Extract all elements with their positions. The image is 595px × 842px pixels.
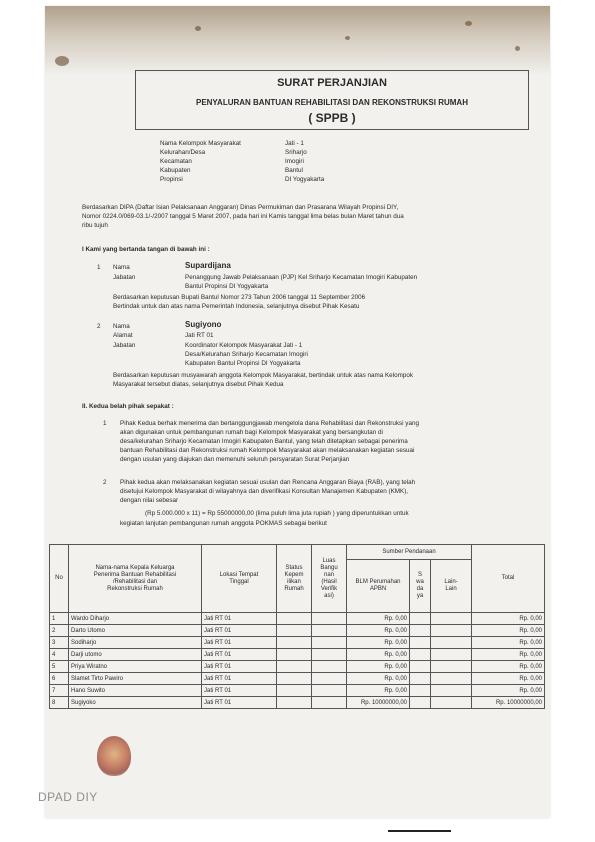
identity-label: Nama Kelompok Masyarakat <box>160 140 241 147</box>
identity-label: Kabupaten <box>160 167 191 174</box>
intro-line: Berdasarkan DIPA (Daftar Isian Pelaksanaan Anggaran) Dinas Permukiman dan Prasarana Wilayah Propinsi DIY, <box>82 204 399 211</box>
intro-line: Nomor 0224.0/069-03.1/-/2007 tanggal 5 Maret 2007, pada hari ini Kamis tanggal lima belas bulan Maret tahun dua <box>82 213 404 220</box>
cell-no: 5 <box>50 661 69 673</box>
document-subtitle: PENYALURAN BANTUAN REHABILITASI DAN REKONSTRUKSI RUMAH <box>195 98 468 107</box>
intro-line: ribu tujuh <box>82 222 108 229</box>
cell-total: Rp. 0,00 <box>472 673 545 685</box>
header-line: (Hasil <box>321 578 337 585</box>
point-1-line: dengan usulan yang diajukan dan memenuhi seluruh persyaratan Surat Perjanjian <box>120 456 350 463</box>
identity-label: Propinsi <box>160 176 183 183</box>
header-line: ya <box>416 593 424 599</box>
beneficiary-table <box>49 544 545 709</box>
cell-lain <box>431 661 472 673</box>
header-line: Bangu <box>320 564 338 571</box>
cell-no: 4 <box>50 649 69 661</box>
cell-nama: Darji utomo <box>69 649 202 661</box>
cell-status <box>277 649 312 661</box>
header-line: /Rehabilitasi dan <box>112 578 158 585</box>
header-line: Luas <box>322 557 336 564</box>
cell-blm: Rp. 0,00 <box>347 649 410 661</box>
party-2-name: Sugiyono <box>185 320 222 329</box>
stain-spot <box>465 21 472 26</box>
party-1-name: Supardijana <box>185 261 231 270</box>
cell-total: Rp. 10000000,00 <box>472 697 545 709</box>
cell-lokasi: Jati RT 01 <box>202 649 277 661</box>
document-code: ( SPPB ) <box>308 111 356 125</box>
cell-lokasi: Jati RT 01 <box>202 685 277 697</box>
cell-nama: Darto Utomo <box>69 625 202 637</box>
point-2-line: dengan nilai sebesar <box>120 497 179 504</box>
cell-status <box>277 625 312 637</box>
header-line: S <box>417 572 422 578</box>
table-row <box>50 637 545 649</box>
cell-status <box>277 613 312 625</box>
header-line: Nama-nama Kepala Keluarga <box>95 564 175 571</box>
header-line: ilikan <box>287 578 301 585</box>
cell-swadaya <box>410 661 431 673</box>
amount-line: (Rp 5.000.000 x 11) = Rp 55000000,00 (lima puluh lima juta rupiah ) yang diperuntukkan untuk <box>145 510 409 517</box>
cell-total: Rp. 0,00 <box>472 661 545 673</box>
cell-lokasi: Jati RT 01 <box>202 697 277 709</box>
header-line: Tinggal <box>229 578 249 585</box>
cell-swadaya <box>410 613 431 625</box>
cell-lokasi: Jati RT 01 <box>202 625 277 637</box>
cell-luas <box>312 625 347 637</box>
official-seal <box>97 736 131 776</box>
col-nama <box>69 545 202 613</box>
stain-spot <box>55 56 69 66</box>
header-line: Status <box>285 564 303 571</box>
identity-label: Kecamatan <box>160 158 192 165</box>
header-line: da <box>416 586 424 592</box>
cell-total: Rp. 0,00 <box>472 613 545 625</box>
paper-stain <box>45 6 550 76</box>
party-2-basis: Berdasarkan keputusan musyawarah anggota Kelompok Masyarakat, bertindak untuk atas nama Kelompok <box>113 372 413 379</box>
cell-status <box>277 685 312 697</box>
col-luas <box>312 545 347 613</box>
col-swadaya <box>410 560 431 613</box>
party-2-basis: Masyarakat tersebut diatas, selanjutnya disebut Pihak Kedua <box>113 381 284 388</box>
cell-blm: Rp. 0,00 <box>347 685 410 697</box>
stain-spot <box>345 36 350 40</box>
cell-total: Rp. 0,00 <box>472 625 545 637</box>
cell-no: 1 <box>50 613 69 625</box>
cell-blm: Rp. 10000000,00 <box>347 697 410 709</box>
cell-nama: Sugiyoko <box>69 697 202 709</box>
header-line: Rekonstruksi Rumah <box>107 585 163 592</box>
amount-continuation: kegiatan lanjutan pembangunan rumah anggota POKMAS sebagai berikut <box>120 520 327 527</box>
party-1-job: Bantul Propinsi DI Yogyakarta <box>185 283 269 290</box>
cell-nama: Sodiharjo <box>69 637 202 649</box>
cell-blm: Rp. 0,00 <box>347 637 410 649</box>
cell-nama: Wardo Diharjo <box>69 613 202 625</box>
cell-lain <box>431 637 472 649</box>
col-blm <box>347 560 410 613</box>
cell-lokasi: Jati RT 01 <box>202 673 277 685</box>
cell-lain <box>431 697 472 709</box>
table-row <box>50 649 545 661</box>
cell-status <box>277 673 312 685</box>
header-line: Verifik <box>320 585 338 592</box>
col-total: Total <box>472 545 545 613</box>
col-lokasi <box>202 545 277 613</box>
cell-lain <box>431 649 472 661</box>
col-no: No <box>50 545 69 613</box>
cell-swadaya <box>410 673 431 685</box>
cell-lain <box>431 685 472 697</box>
party-2-job: Desa/Kelurahan Sriharjo Kecamatan Imogiri <box>185 351 308 358</box>
header-line: nan <box>323 571 334 578</box>
identity-value: DI Yogyakarta <box>285 176 325 183</box>
party-2-job-label: Jabatan <box>113 342 136 349</box>
identity-value: Sriharjo <box>285 149 307 156</box>
cell-total: Rp. 0,00 <box>472 649 545 661</box>
cell-no: 6 <box>50 673 69 685</box>
cell-luas <box>312 637 347 649</box>
party-2-job: Kabupaten Bantul Propinsi DI Yogyakarta <box>185 360 301 367</box>
point-2-number: 2 <box>103 479 107 486</box>
cell-blm: Rp. 0,00 <box>347 661 410 673</box>
cell-lain <box>431 625 472 637</box>
cell-status <box>277 661 312 673</box>
table-row <box>50 613 545 625</box>
identity-value: Bantul <box>285 167 303 174</box>
party-1-acting: Bertindak untuk dan atas nama Pemerintah Indonesia, selanjutnya disebut Pihak Kesatu <box>113 303 360 310</box>
point-1-number: 1 <box>103 420 107 427</box>
document-title: SURAT PERJANJIAN <box>277 77 387 89</box>
cell-no: 8 <box>50 697 69 709</box>
table-row <box>50 685 545 697</box>
col-lain <box>431 560 472 613</box>
cell-status <box>277 697 312 709</box>
header-line: BLM Perumahan <box>355 579 401 585</box>
identity-label: Kelurahan/Desa <box>160 149 206 156</box>
watermark: DPAD DIY <box>38 790 98 804</box>
cell-blm: Rp. 0,00 <box>347 673 410 685</box>
bottom-rule <box>388 830 451 832</box>
cell-swadaya <box>410 685 431 697</box>
point-1-line: bantuan Rehabilitasi dan Rekonstruksi rumah Kelompok Masyarakat akan melaksanakan kegiatan sesuai <box>120 447 415 454</box>
document-page <box>45 6 550 818</box>
cell-luas <box>312 649 347 661</box>
cell-no: 3 <box>50 637 69 649</box>
header-line: Penerima Bantuan Rehabilitasi <box>93 571 177 578</box>
point-1-line: akan digunakan untuk pembangunan rumah bagi Kelompok Masyarakat yang bersangkutan di <box>120 429 383 436</box>
cell-total: Rp. 0,00 <box>472 685 545 697</box>
point-1-line: desa/kelurahan Sriharjo Kecamatan Imogiri Kabupaten Bantul, yang telah ditetapkan sebagai penerima <box>120 438 408 445</box>
header-line: Lokasi Tempat <box>219 571 259 578</box>
table-row <box>50 697 545 709</box>
cell-lokasi: Jati RT 01 <box>202 613 277 625</box>
cell-lain <box>431 673 472 685</box>
cell-nama: Slamet Tirto Pawiro <box>69 673 202 685</box>
party-2-name-label: Nama <box>113 323 130 330</box>
header-line: wa <box>416 579 424 585</box>
party-1-job-label: Jabatan <box>113 274 136 281</box>
section-2-heading: II. Kedua belah pihak sepakat : <box>82 403 174 410</box>
point-2-line: disetujui Kelompok Masyarakat di wilayahnya dan diverifikasi Konsultan Manajemen Kabupaten (KMK), <box>120 488 409 495</box>
cell-luas <box>312 661 347 673</box>
cell-swadaya <box>410 625 431 637</box>
party-1-name-label: Nama <box>113 264 130 271</box>
stain-spot <box>195 26 201 31</box>
cell-lokasi: Jati RT 01 <box>202 637 277 649</box>
cell-total: Rp. 0,00 <box>472 637 545 649</box>
title-box <box>135 70 529 130</box>
party-2-job: Koordinator Kelompok Masyarakat Jati - 1 <box>185 342 303 349</box>
table-row <box>50 673 545 685</box>
cell-lain <box>431 613 472 625</box>
cell-luas <box>312 685 347 697</box>
party-1-basis: Berdasarkan keputusan Bupati Bantul Nomor 273 Tahun 2006 tanggal 11 September 2006 <box>113 294 366 301</box>
cell-nama: Hano Suwito <box>69 685 202 697</box>
party-1-job: Penanggung Jawab Pelaksanaan (PJP) Kel Sriharjo Kecamatan Imogiri Kabupaten <box>185 274 418 281</box>
table-row <box>50 661 545 673</box>
table-row <box>50 625 545 637</box>
col-sumber: Sumber Pendanaan <box>347 545 472 560</box>
cell-no: 2 <box>50 625 69 637</box>
point-2-line: Pihak kedua akan melaksanakan kegiatan sesuai usulan dan Rencana Anggaran Biaya (RAB), yang telah <box>120 479 416 486</box>
identity-value: Jati - 1 <box>285 140 304 147</box>
cell-lokasi: Jati RT 01 <box>202 661 277 673</box>
cell-swadaya <box>410 697 431 709</box>
table-header-row <box>50 545 545 560</box>
cell-nama: Priya Wiratno <box>69 661 202 673</box>
cell-luas <box>312 673 347 685</box>
cell-status <box>277 637 312 649</box>
cell-swadaya <box>410 637 431 649</box>
party-2-address: Jati RT 01 <box>185 332 214 339</box>
stain-spot <box>515 46 520 51</box>
party-2-number: 2 <box>97 323 101 330</box>
header-line: APBN <box>369 586 387 592</box>
cell-blm: Rp. 0,00 <box>347 613 410 625</box>
section-1-heading: I Kami yang bertanda tangan di bawah ini : <box>82 246 210 253</box>
header-line: Rumah <box>284 585 304 592</box>
party-2-address-label: Alamat <box>113 332 133 339</box>
point-1-line: Pihak Kedua berhak menerima dan bertanggungjawab mengelola dana Rehabilitasi dan Rekonstruksi yang <box>120 420 419 427</box>
cell-swadaya <box>410 649 431 661</box>
party-1-number: 1 <box>97 264 101 271</box>
header-line: Kepem <box>284 571 304 578</box>
cell-no: 7 <box>50 685 69 697</box>
header-line: asi) <box>324 592 334 599</box>
header-line: Lain- <box>444 579 458 585</box>
cell-luas <box>312 697 347 709</box>
cell-blm: Rp. 0,00 <box>347 625 410 637</box>
header-line: Lain <box>445 586 457 592</box>
cell-luas <box>312 613 347 625</box>
col-status <box>277 545 312 613</box>
identity-value: Imogiri <box>285 158 304 165</box>
